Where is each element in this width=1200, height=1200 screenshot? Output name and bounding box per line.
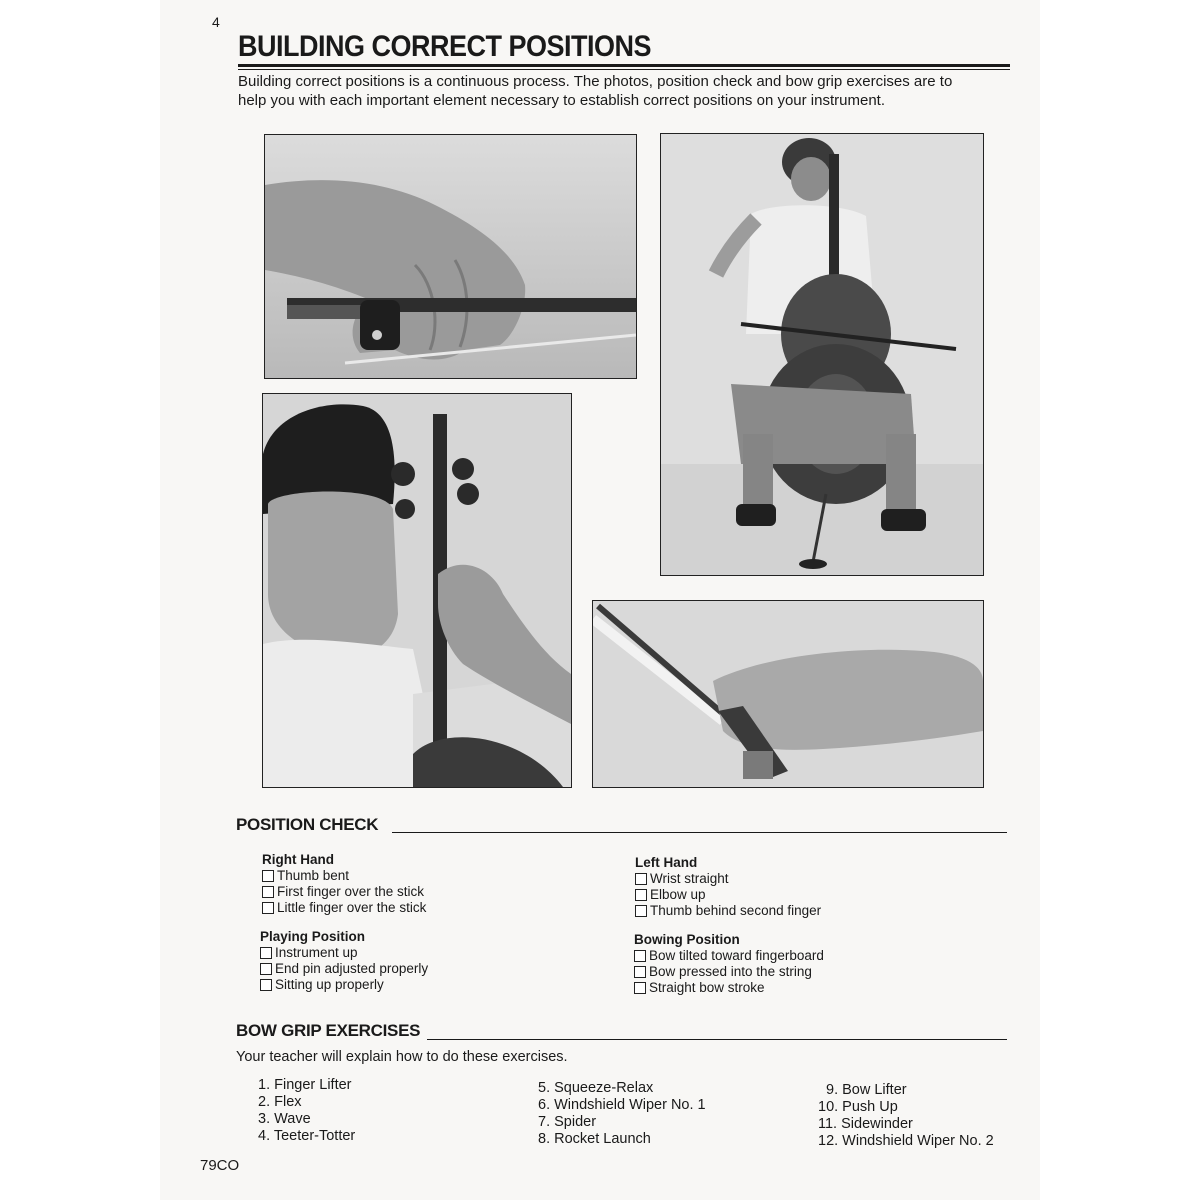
checklist-item[interactable]: First finger over the stick (262, 884, 426, 900)
checkbox[interactable] (635, 889, 647, 901)
checkbox[interactable] (262, 886, 274, 898)
seated-cellist-image (661, 134, 983, 575)
position-check-heading: POSITION CHECK (236, 815, 379, 834)
footer-code: 79CO (200, 1157, 240, 1174)
bow-hold-image (265, 135, 636, 378)
exercise-item: 12. Windshield Wiper No. 2 (818, 1133, 994, 1149)
exercise-item: 7. Spider (538, 1114, 597, 1130)
exercise-item: 3. Wave (258, 1111, 311, 1127)
checkbox[interactable] (260, 963, 272, 975)
checkbox[interactable] (635, 905, 647, 917)
intro-paragraph: Building correct positions is a continuous process. The photos, position check and bow grip exercises are to help you with each important element necessary to establish correct positions on your instrument. (238, 73, 953, 109)
exercise-column-3 (818, 1082, 994, 1150)
bow-grip-note: Your teacher will explain how to do these exercises. (236, 1049, 568, 1065)
exercise-item: 9. Bow Lifter (826, 1082, 907, 1098)
checklist-item[interactable]: Bow pressed into the string (634, 964, 824, 980)
exercise-item: 10. Push Up (818, 1099, 898, 1115)
checklist-item[interactable]: Wrist straight (635, 871, 821, 887)
checkbox[interactable] (635, 873, 647, 885)
bow-string-image (593, 601, 983, 787)
photo-seated-cellist (660, 133, 984, 576)
page-number: 4 (212, 14, 220, 30)
left-hand-image (263, 394, 571, 787)
checkbox[interactable] (634, 950, 646, 962)
checkbox[interactable] (260, 947, 272, 959)
right-hand-group (262, 852, 426, 916)
right-hand-title: Right Hand (262, 852, 334, 867)
photo-bow-on-string-closeup (592, 600, 984, 788)
exercise-item: 2. Flex (258, 1094, 302, 1110)
checklist-item[interactable]: Thumb behind second finger (635, 903, 821, 919)
exercise-item: 11. Sidewinder (818, 1116, 913, 1132)
title-rule (238, 64, 1010, 67)
page-title: BUILDING CORRECT POSITIONS (238, 30, 652, 63)
bow-grip-heading: BOW GRIP EXERCISES (236, 1021, 421, 1040)
exercise-item: 6. Windshield Wiper No. 1 (538, 1097, 706, 1113)
exercise-item: 8. Rocket Launch (538, 1131, 651, 1147)
checklist-item[interactable]: End pin adjusted properly (260, 961, 428, 977)
exercise-column-1 (258, 1077, 355, 1145)
bowing-position-title: Bowing Position (634, 932, 740, 947)
checklist-item[interactable]: Instrument up (260, 945, 428, 961)
position-check-rule (392, 832, 1007, 833)
checklist-item[interactable]: Straight bow stroke (634, 980, 824, 996)
checkbox[interactable] (262, 902, 274, 914)
checklist-item[interactable]: Little finger over the stick (262, 900, 426, 916)
photo-bow-hold-closeup (264, 134, 637, 379)
title-rule-thin (238, 69, 1010, 70)
bow-grip-rule (427, 1039, 1007, 1040)
left-hand-group (635, 855, 821, 919)
checkbox[interactable] (634, 966, 646, 978)
checklist-item[interactable]: Bow tilted toward fingerboard (634, 948, 824, 964)
photo-left-hand-fingering (262, 393, 572, 788)
playing-position-group (260, 929, 428, 993)
exercise-item: 4. Teeter-Totter (258, 1128, 356, 1144)
left-hand-title: Left Hand (635, 855, 698, 870)
checkbox[interactable] (634, 982, 646, 994)
checkbox[interactable] (260, 979, 272, 991)
exercise-item: 5. Squeeze-Relax (538, 1080, 654, 1096)
playing-position-title: Playing Position (260, 929, 366, 944)
checklist-item[interactable]: Thumb bent (262, 868, 426, 884)
checkbox[interactable] (262, 870, 274, 882)
bowing-position-group (634, 932, 824, 996)
checklist-item[interactable]: Sitting up properly (260, 977, 428, 993)
exercise-item: 1. Finger Lifter (258, 1077, 352, 1093)
checklist-item[interactable]: Elbow up (635, 887, 821, 903)
exercise-column-2 (538, 1080, 706, 1148)
